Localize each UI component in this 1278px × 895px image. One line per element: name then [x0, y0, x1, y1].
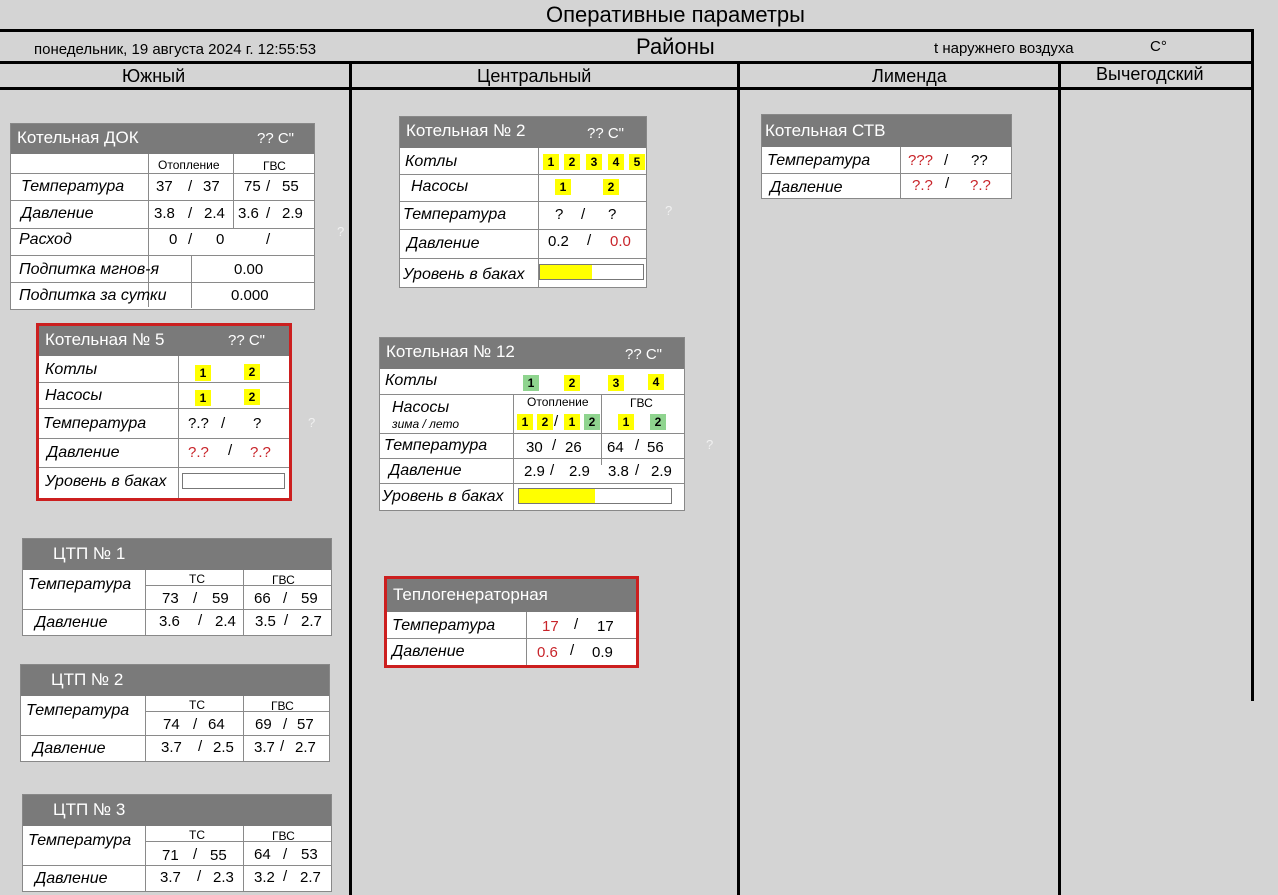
row-temperature: Температура: [43, 415, 147, 432]
slash: /: [581, 206, 586, 223]
column-divider: [737, 62, 740, 895]
pump-indicator[interactable]: 1: [555, 179, 571, 195]
row-pressure: Давление: [770, 179, 843, 196]
panel-header: [11, 124, 314, 154]
row-flow: Расход: [19, 231, 72, 248]
value: 59: [212, 590, 229, 607]
pump-indicator[interactable]: 2: [603, 179, 619, 195]
row-pressure: Давление: [35, 870, 108, 887]
question-mark: ?: [665, 203, 673, 218]
slash: /: [283, 716, 288, 733]
panel-header: [23, 795, 331, 826]
question-mark: ?: [706, 437, 714, 452]
value: 3.5: [255, 613, 276, 630]
row-temperature: Температура: [28, 576, 132, 593]
ctp-3-panel[interactable]: [22, 794, 332, 892]
row-pressure: Давление: [392, 643, 465, 660]
outdoor-temp-label: t наружнего воздуха: [934, 40, 1074, 57]
value: ?: [253, 415, 262, 432]
slash: /: [266, 178, 271, 195]
value: 2.9: [524, 463, 545, 480]
row-temperature: Температура: [26, 702, 130, 719]
boiler-stv-panel[interactable]: [761, 114, 1012, 199]
value: 0.00: [234, 261, 264, 278]
value: 2.7: [295, 739, 316, 756]
row-temperature: Температура: [28, 832, 132, 849]
row-pressure: Давление: [47, 444, 120, 461]
col-gvs: ГВС: [272, 829, 295, 843]
value: 57: [297, 716, 314, 733]
value: 26: [565, 439, 582, 456]
value: ??: [971, 152, 988, 169]
value: 2.7: [301, 613, 322, 630]
value: 30: [526, 439, 543, 456]
tank-level-fill: [540, 265, 592, 279]
value: 2.9: [651, 463, 672, 480]
slash: /: [283, 846, 288, 863]
value: ?: [608, 206, 617, 223]
slash: /: [945, 175, 950, 192]
boiler-indicator[interactable]: 2: [564, 375, 580, 391]
slash: /: [574, 616, 579, 633]
row-pressure: Давление: [35, 614, 108, 631]
boiler-indicator[interactable]: 2: [564, 154, 580, 170]
panel-title: ЦТП № 1: [53, 544, 126, 563]
boiler-indicator[interactable]: 3: [586, 154, 602, 170]
row-temperature: Температура: [392, 617, 496, 634]
districts-divider: [0, 61, 1254, 64]
value: 69: [255, 716, 272, 733]
slash: /: [554, 413, 559, 430]
value: 0.000: [231, 287, 269, 304]
boiler-indicator[interactable]: 1: [543, 154, 559, 170]
panel-temp: ?? C": [228, 332, 266, 349]
value: 0: [216, 231, 225, 248]
value: 56: [647, 439, 664, 456]
value: 64: [607, 439, 624, 456]
datetime: понедельник, 19 августа 2024 г. 12:55:53: [34, 41, 317, 58]
panel-title: Котельная ДОК: [17, 128, 139, 147]
panel-title: Котельная № 2: [406, 121, 526, 140]
row-feed-day: Подпитка за сутки: [19, 287, 167, 304]
row-boilers: Котлы: [405, 153, 458, 170]
value: 37: [156, 178, 173, 195]
slash: /: [198, 612, 203, 629]
panel-header: [400, 117, 646, 148]
col-ts: ТС: [189, 572, 205, 586]
value: 64: [208, 716, 225, 733]
slash: /: [280, 738, 285, 755]
row-pumps: Насосы: [392, 399, 450, 416]
slash: /: [221, 415, 226, 432]
panel-title: Котельная № 12: [386, 342, 515, 361]
boiler-12-panel[interactable]: [379, 337, 685, 511]
panel-header: [380, 338, 684, 369]
slash: /: [266, 205, 271, 222]
row-pumps: Насосы: [45, 387, 103, 404]
panel-temp: ?? C": [625, 346, 663, 363]
slash: /: [188, 178, 193, 195]
row-pressure: Давление: [33, 740, 106, 757]
value: 3.7: [254, 739, 275, 756]
value: 0.2: [548, 233, 569, 250]
panel-title: ЦТП № 2: [51, 670, 124, 689]
panel-header: [762, 115, 1011, 147]
boiler-indicator[interactable]: 1: [195, 365, 211, 381]
slash: /: [283, 590, 288, 607]
value: 2.9: [569, 463, 590, 480]
value: ?.?: [970, 177, 991, 194]
row-tank-level: Уровень в баках: [382, 488, 504, 505]
row-boilers: Котлы: [385, 372, 438, 389]
slash: /: [193, 846, 198, 863]
slash: /: [570, 642, 575, 659]
panel-title: Котельная № 5: [45, 330, 165, 349]
value: 0.0: [610, 233, 631, 250]
row-feed-instant: Подпитка мгнов-я: [19, 261, 160, 278]
value: ?.?: [250, 444, 271, 461]
tank-level-bar: [182, 473, 285, 489]
boiler-2-panel[interactable]: [399, 116, 647, 288]
slash: /: [197, 868, 202, 885]
pumps-season: зима / лето: [392, 417, 459, 431]
header-divider: [0, 29, 1254, 32]
district-vychegodsky[interactable]: Вычегодский: [1096, 64, 1204, 84]
value: 3.7: [160, 869, 181, 886]
value: ?.?: [912, 177, 933, 194]
value: 59: [301, 590, 318, 607]
value: 55: [282, 178, 299, 195]
col-gvs: ГВС: [630, 396, 653, 410]
slash: /: [228, 442, 233, 459]
columns-divider: [0, 87, 1254, 90]
row-temperature: Температура: [767, 152, 871, 169]
value: 0.9: [592, 644, 613, 661]
value: 2.7: [300, 869, 321, 886]
boiler-indicator[interactable]: 2: [244, 364, 260, 380]
col-gvs: ГВС: [271, 699, 294, 713]
slash: /: [552, 437, 557, 454]
panel-header: [23, 539, 331, 570]
value: 66: [254, 590, 271, 607]
value: ?.?: [188, 415, 209, 432]
pump-indicator[interactable]: 2: [584, 414, 600, 430]
panel-header: [21, 665, 329, 696]
tank-level-bar: [539, 264, 644, 280]
pump-indicator[interactable]: 2: [650, 414, 666, 430]
pump-indicator[interactable]: 2: [537, 414, 553, 430]
value: 2.3: [213, 869, 234, 886]
value: 53: [301, 846, 318, 863]
slash: /: [635, 437, 640, 454]
slash: /: [193, 590, 198, 607]
value: 71: [162, 847, 179, 864]
value: ?: [555, 206, 564, 223]
pump-indicator[interactable]: 1: [195, 390, 211, 406]
value: 74: [163, 716, 180, 733]
value: ???: [908, 152, 934, 169]
slash: /: [587, 232, 592, 249]
slash: /: [198, 738, 203, 755]
row-temperature: Температура: [21, 178, 125, 195]
col-gvs: ГВС: [272, 573, 295, 587]
slash: /: [550, 462, 555, 479]
value: 0.6: [537, 644, 558, 661]
row-tank-level: Уровень в баках: [45, 473, 167, 490]
panel-title: Котельная СТВ: [765, 121, 886, 140]
district-central[interactable]: Центральный: [477, 66, 592, 86]
boiler-indicator[interactable]: 4: [608, 154, 624, 170]
value: 37: [203, 178, 220, 195]
row-tank-level: Уровень в баках: [403, 266, 525, 283]
pump-indicator[interactable]: 1: [618, 414, 634, 430]
ctp-1-panel[interactable]: [22, 538, 332, 636]
row-temperature: Температура: [403, 206, 507, 223]
value: 2.4: [204, 205, 225, 222]
value: 73: [162, 590, 179, 607]
pump-indicator[interactable]: 1: [517, 414, 533, 430]
column-divider: [349, 62, 352, 895]
slash: /: [266, 231, 271, 248]
tank-level-bar: [518, 488, 672, 504]
row-pressure: Давление: [407, 235, 480, 252]
value: 3.6: [159, 613, 180, 630]
boiler-indicator[interactable]: 5: [629, 154, 645, 170]
slash: /: [284, 612, 289, 629]
slash: /: [188, 205, 193, 222]
value: 3.8: [154, 205, 175, 222]
question-mark: ?: [337, 224, 345, 239]
question-mark: ?: [308, 415, 316, 430]
panel-header: [387, 579, 636, 612]
header-right-border: [1251, 29, 1254, 701]
slash: /: [188, 231, 193, 248]
slash: /: [193, 716, 198, 733]
pump-indicator[interactable]: 1: [564, 414, 580, 430]
value: 75: [244, 178, 261, 195]
panel-header: [39, 326, 289, 356]
boiler-5-panel[interactable]: [36, 323, 292, 501]
value: 2.4: [215, 613, 236, 630]
pump-indicator[interactable]: 2: [244, 389, 260, 405]
row-boilers: Котлы: [45, 361, 98, 378]
value: 3.8: [608, 463, 629, 480]
panel-temp: ?? C": [587, 125, 625, 142]
value: 3.6: [238, 205, 259, 222]
value: 17: [597, 618, 614, 635]
row-pressure: Давление: [389, 462, 462, 479]
col-ts: ТС: [189, 698, 205, 712]
value: 17: [542, 618, 559, 635]
slash: /: [283, 868, 288, 885]
district-south[interactable]: Южный: [122, 66, 186, 86]
value: 64: [254, 846, 271, 863]
row-temperature: Температура: [384, 437, 488, 454]
heat-generator-panel[interactable]: [384, 576, 639, 668]
panel-temp: ?? C": [257, 130, 295, 147]
panel-title: Теплогенераторная: [393, 585, 548, 604]
value: 55: [210, 847, 227, 864]
value: 0: [169, 231, 178, 248]
panel-title: ЦТП № 3: [53, 800, 126, 819]
district-limenda[interactable]: Лименда: [872, 66, 947, 86]
value: 3.2: [254, 869, 275, 886]
value: 2.9: [282, 205, 303, 222]
boiler-indicator[interactable]: 4: [648, 374, 664, 390]
col-heating: Отопление: [158, 158, 220, 172]
row-pumps: Насосы: [411, 178, 469, 195]
col-ts: ТС: [189, 828, 205, 842]
boiler-dok-panel[interactable]: [10, 123, 315, 310]
page-title: Оперативные параметры: [546, 2, 805, 27]
column-divider: [1058, 62, 1061, 895]
value: 2.5: [213, 739, 234, 756]
districts-title: Районы: [636, 34, 715, 59]
outdoor-temp-unit: C°: [1150, 38, 1167, 55]
boiler-indicator[interactable]: 1: [523, 375, 539, 391]
value: ?.?: [188, 444, 209, 461]
row-pressure: Давление: [21, 205, 94, 222]
value: 3.7: [161, 739, 182, 756]
boiler-indicator[interactable]: 3: [608, 375, 624, 391]
tank-level-fill: [519, 489, 595, 503]
ctp-2-panel[interactable]: [20, 664, 330, 762]
col-gvs: ГВС: [263, 159, 286, 173]
slash: /: [944, 152, 949, 169]
slash: /: [635, 462, 640, 479]
col-heating: Отопление: [527, 395, 589, 409]
